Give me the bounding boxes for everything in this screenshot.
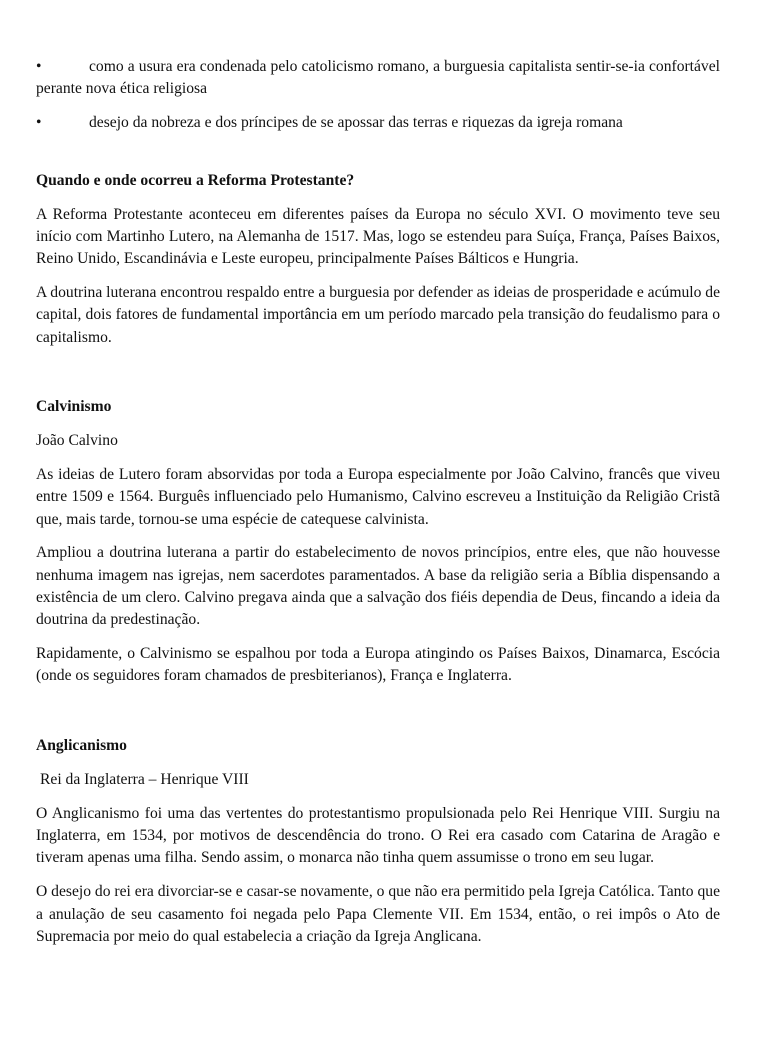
paragraph-calvinismo-2: Ampliou a doutrina luterana a partir do estabelecimento de novos princípios, entre eles, que não houvesse nenhuma imagem nas igrejas, nem sacerdotes paramentados. A base da religião seria a Bíblia dispensando a existência de um clero. Calvino pregava ainda que a salvação dos fiéis dependia de Deus, fincando a ideia da doutrina da predestinação.: [36, 544, 720, 629]
heading-anglicanismo: Anglicanismo: [36, 737, 127, 755]
heading-reforma: Quando e onde ocorreu a Reforma Protestante?: [36, 171, 355, 189]
caption-joao-calvino: João Calvino: [36, 432, 118, 450]
heading-calvinismo: Calvinismo: [36, 398, 112, 416]
bullet-mark: •: [36, 114, 42, 132]
spacer: [36, 146, 720, 170]
paragraph-anglicanismo-2: O desejo do rei era divorciar-se e casar-se novamente, o que não era permitido pela Igreja Católica. Tanto que a anulação de seu casamento foi negada pelo Papa Clemente VII. Em 1534, então, o rei impôs o Ato de Supremacia por meio do qual estabelecia a criação da Igreja Anglicana.: [36, 883, 720, 945]
bullet-mark: •: [36, 58, 42, 75]
bullet-item-nobreza: [36, 112, 720, 134]
spacer: [36, 699, 720, 735]
paragraph-reforma-1: A Reforma Protestante aconteceu em diferentes países da Europa no século XVI. O movimento teve seu início com Martinho Lutero, na Alemanha de 1517. Mas, logo se estendeu para Suíça, França, Países Baixos, Reino Unido, Escandinávia e Leste europeu, principalmente Países Bálticos e Hungria.: [36, 205, 720, 268]
bullet-text: desejo da nobreza e dos príncipes de se apossar das terras e riquezas da igreja romana: [89, 114, 623, 132]
paragraph-reforma-2: A doutrina luterana encontrou respaldo entre a burguesia por defender as ideias de prosperidade e acúmulo de capital, dois fatores de fundamental importância em um período marcado pela transição do feudalismo para o capitalismo.: [36, 284, 720, 346]
bullet-text: como a usura era condenada pelo catolicismo romano, a burguesia capitalista sentir-se-ia confortável perante nova ética religiosa: [36, 58, 720, 98]
paragraph-calvinismo-1: As ideias de Lutero foram absorvidas por toda a Europa especialmente por João Calvino, francês que viveu entre 1509 e 1564. Burguês influenciado pelo Humanismo, Calvino escreveu a Instituição da Religião Cristã que, mais tarde, tornou-se uma espécie de catequese calvinista.: [36, 466, 720, 528]
spacer: [36, 360, 720, 396]
bullet-item-usura: [36, 56, 720, 101]
paragraph-anglicanismo-1: O Anglicanismo foi uma das vertentes do protestantismo propulsionada pelo Rei Henrique VIII. Surgiu na Inglaterra, em 1534, por motivos de descendência do trono. O Rei era casado com Catarina de Aragão e tiveram apenas uma filha. Sendo assim, o monarca não tinha quem assumisse o trono em seu lugar.: [36, 804, 720, 867]
caption-henrique-viii: Rei da Inglaterra – Henrique VIII: [40, 771, 249, 789]
paragraph-calvinismo-3: Rapidamente, o Calvinismo se espalhou por toda a Europa atingindo os Países Baixos, Dinamarca, Escócia (onde os seguidores foram chamados de presbiterianos), França e Inglaterra.: [36, 645, 720, 685]
